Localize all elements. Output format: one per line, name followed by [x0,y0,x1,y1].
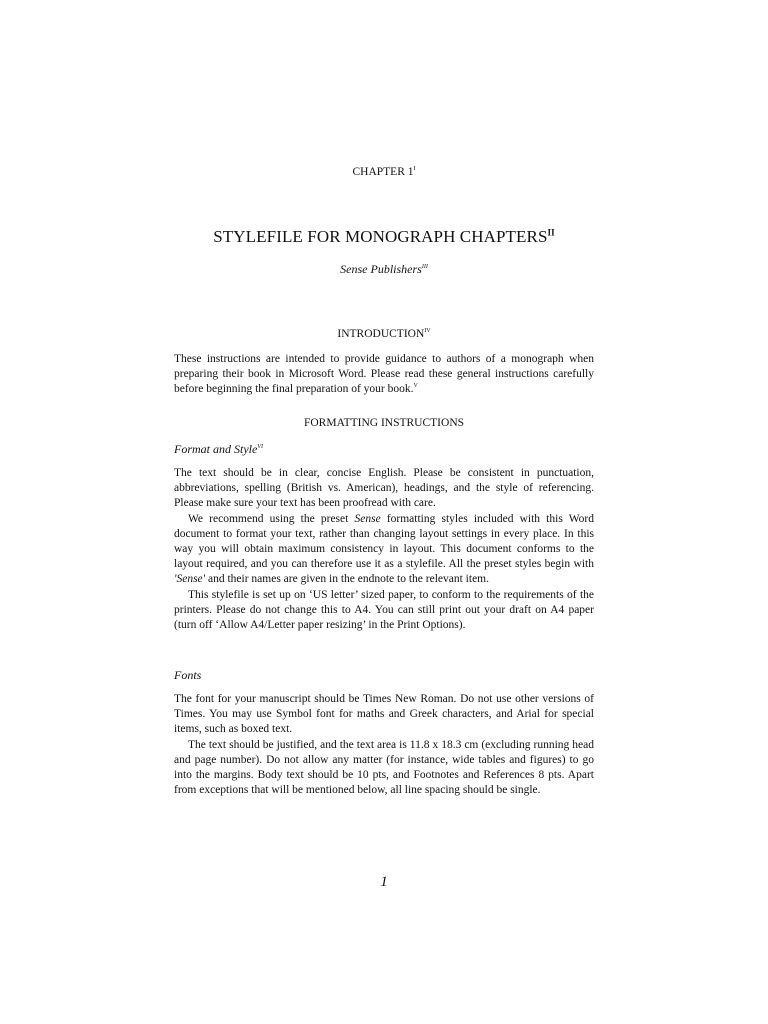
format-style-endnote-marker[interactable]: VI [257,444,263,450]
introduction-section [174,352,594,398]
fonts-paragraph-2: The text should be justified, and the text area is 11.8 x 18.3 cm (excluding running head and page number). Do not allow any matter (for instance, wide tables and figures) to go into the margins. Body text should be 10 pts, and Footnotes and References 8 pts. Apart from exceptions that will be mentioned below, all line spacing should be single. [174,738,594,797]
introduction-paragraph-endnote-marker[interactable]: V [413,383,418,390]
formatting-instructions-heading: FORMATTING INSTRUCTIONS [303,417,465,429]
fonts-heading: Fonts [174,668,202,682]
fonts-section [174,692,594,798]
format-and-style-heading: Format and Style$^{VI}$ [174,442,263,456]
chapter-endnote-marker[interactable]: I [413,166,416,173]
introduction-paragraph: These instructions are intended to provide guidance to authors of a monograph when preparing their book in Microsoft Word. Please read these general instructions carefully before beginning the final preparation of your book.$^V$ [174,353,594,396]
title-endnote-marker[interactable]: II [547,227,555,238]
author-name: Sense Publishers$^{III}$ [340,262,428,276]
format-style-paragraph-1: The text should be in clear, concise English. Please be consistent in punctuation, abbreviations, spelling (British vs. American), headings, and the style of referencing. Please make sure your text has been proofread with care. [174,467,594,510]
chapter-label: CHAPTER $1^I$ [352,166,416,178]
format-style-paragraph-3: This stylefile is set up on ‘US letter’ sized paper, to conform to the requirements of the printers. Please do not change this to A4. You can still print out your draft on A4 paper (turn off ‘Allow A4/Letter paper resizing’ in the Print Options). [174,588,594,632]
page-number: 1 [380,874,388,890]
format-and-style-section [174,466,594,633]
introduction-endnote-marker[interactable]: IV [424,328,431,335]
author-endnote-marker[interactable]: III [421,264,428,270]
fonts-paragraph-1: The font for your manuscript should be Times New Roman. Do not use other versions of Times. You may use Symbol font for maths and Greek characters, and Arial for special items, such as boxed text. [174,693,594,736]
format-style-paragraph-2: We recommend using the preset Sense formatting styles included with this Word document to format your text, rather than changing layout settings in every place. In this way you will obtain maximum consistency in layout. This document conforms to the layout required, and you can therefore use it as a stylefile. All the preset styles begin with 'Sense' and their names are given in the endnote to the relevant item. [174,512,595,586]
introduction-heading: $INTRODUCTION^{IV}$ [337,328,431,340]
chapter-title: STYLEFILE FOR MONOGRAPH $CHAPTERS^{II}$ [213,227,555,246]
